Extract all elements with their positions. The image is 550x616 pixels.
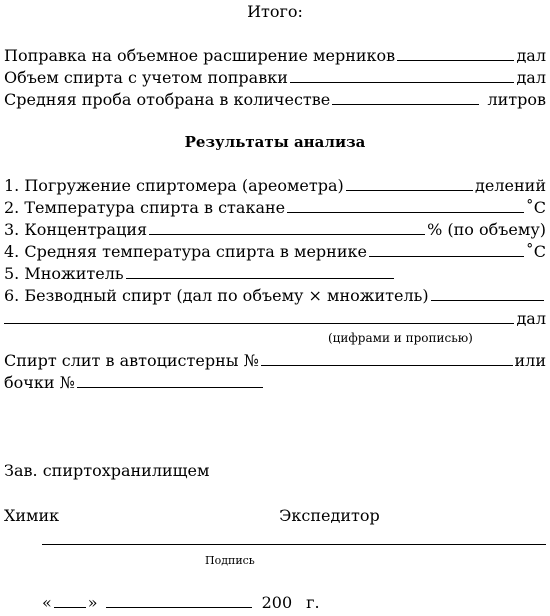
anhydrous-alcohol-field-2[interactable]: [4, 308, 514, 324]
volume-correction-label: Поправка на объемное расширение мерников: [4, 46, 396, 65]
day-field[interactable]: [54, 592, 86, 608]
form-title: Итого:: [247, 2, 303, 21]
analysis-heading-line: [4, 131, 546, 153]
glass-temperature-label: 2. Температура спирта в стакане: [4, 198, 286, 217]
form-title-line: [4, 1, 546, 23]
anhydrous-alcohol-unit: дал: [516, 309, 546, 328]
open-quote: «: [42, 593, 52, 612]
mean-temperature-field[interactable]: [369, 241, 524, 257]
multiplier-field[interactable]: [126, 263, 394, 279]
or-label: или: [514, 351, 546, 370]
tank-truck-line: [4, 350, 546, 372]
glass-temperature-line: [4, 197, 546, 219]
volume-correction-line: [4, 45, 546, 67]
hydrometer-field[interactable]: [346, 175, 473, 191]
in-figures-and-words-hint: (цифрами и прописью): [328, 331, 473, 345]
analysis-heading: Результаты анализа: [184, 133, 366, 151]
glass-temperature-unit: ˚С: [525, 198, 546, 217]
concentration-field[interactable]: [149, 219, 425, 235]
mean-temperature-unit: ˚С: [525, 242, 546, 261]
corrected-volume-field[interactable]: [290, 67, 515, 83]
barrels-label: бочки №: [4, 373, 75, 392]
manager-label: Зав. спиртохранилищем: [4, 461, 210, 480]
tank-truck-label: Спирт слит в автоцистерны №: [4, 351, 259, 370]
hydrometer-line: [4, 175, 546, 197]
hydrometer-label: 1. Погружение спиртомера (ареометра): [4, 176, 344, 195]
corrected-volume-line: [4, 67, 546, 89]
sample-amount-unit: литров: [487, 90, 546, 109]
mean-temperature-label: 4. Средняя температура спирта в мернике: [4, 242, 367, 261]
forwarder-label: Экспедитор: [279, 506, 380, 525]
anhydrous-alcohol-line: [4, 285, 546, 307]
corrected-volume-unit: дал: [516, 68, 546, 87]
date-line: [42, 592, 546, 614]
multiplier-line: [4, 263, 546, 285]
chemist-label: Химик: [4, 506, 60, 525]
sample-amount-label: Средняя проба отобрана в количестве: [4, 90, 331, 109]
anhydrous-alcohol-field[interactable]: [431, 285, 544, 301]
close-quote: »: [87, 593, 98, 612]
month-field[interactable]: [106, 592, 252, 608]
volume-correction-field[interactable]: [397, 45, 514, 61]
year-suffix: г.: [306, 593, 320, 612]
tank-truck-number-field[interactable]: [261, 350, 513, 366]
barrels-line: [4, 372, 546, 394]
glass-temperature-field[interactable]: [287, 197, 524, 213]
signature-caption: Подпись: [205, 554, 255, 567]
concentration-label: 3. Концентрация: [4, 220, 148, 239]
concentration-unit: % (по объему): [427, 220, 546, 239]
concentration-line: [4, 219, 546, 241]
barrels-number-field[interactable]: [77, 372, 263, 388]
volume-correction-unit: дал: [516, 46, 546, 65]
hydrometer-unit: делений: [475, 176, 546, 195]
mean-temperature-line: [4, 241, 546, 263]
manager-line: [4, 460, 546, 482]
multiplier-label: 5. Множитель: [4, 264, 124, 283]
corrected-volume-label: Объем спирта с учетом поправки: [4, 68, 288, 87]
anhydrous-alcohol-label: 6. Безводный спирт (дал по объему × множитель): [4, 286, 429, 305]
sample-amount-field[interactable]: [332, 89, 479, 105]
chemist-forwarder-line: [4, 505, 546, 527]
sample-amount-line: [4, 89, 546, 111]
anhydrous-alcohol-line-2: [4, 308, 546, 330]
year-prefix: 200: [261, 593, 293, 612]
signature-line[interactable]: [42, 544, 546, 545]
